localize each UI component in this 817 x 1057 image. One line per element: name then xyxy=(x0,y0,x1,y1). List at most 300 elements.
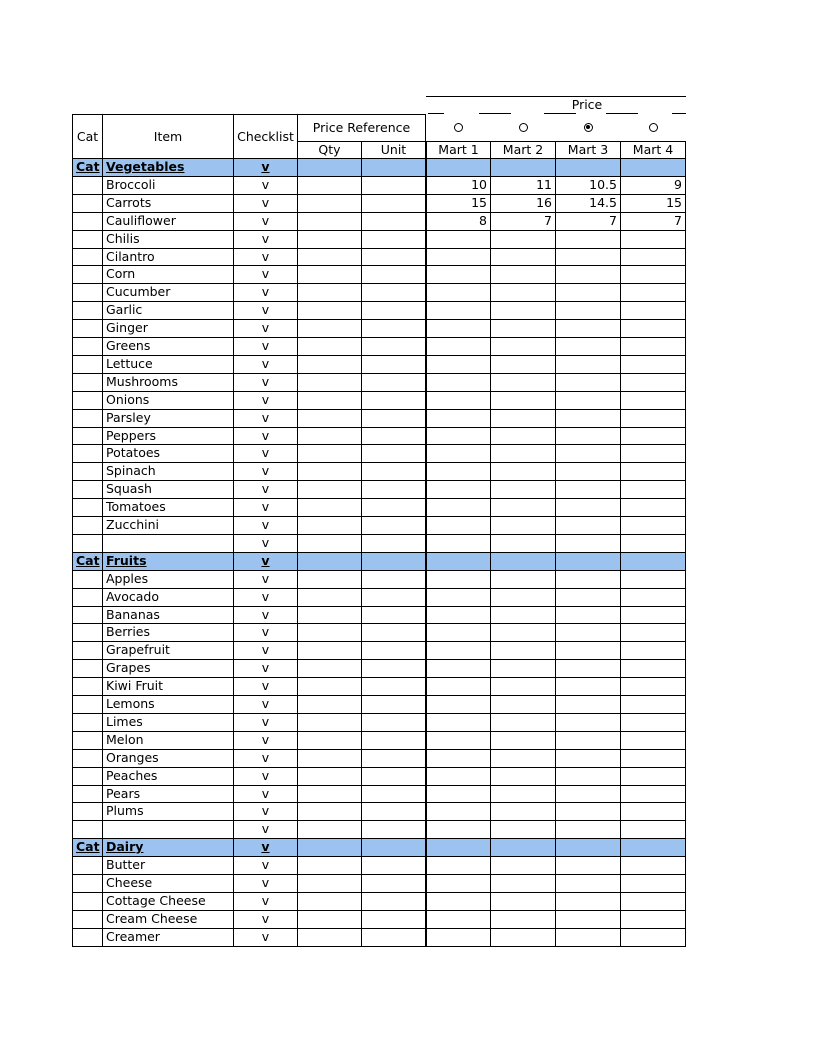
mart-1-price-cell[interactable] xyxy=(426,462,491,481)
mart-3-price-cell[interactable] xyxy=(555,820,621,839)
mart-2-price-cell[interactable] xyxy=(490,874,556,893)
category-cat-link[interactable]: Cat xyxy=(72,158,103,177)
qty-cell[interactable] xyxy=(297,534,362,553)
mart-1-price-cell[interactable]: 10 xyxy=(426,176,491,195)
mart-3-radio-icon[interactable] xyxy=(584,123,593,132)
mart-2-price-cell[interactable] xyxy=(490,301,556,320)
mart-3-price-cell[interactable] xyxy=(555,767,621,786)
checklist-mark[interactable]: v xyxy=(233,230,298,249)
mart-1-price-cell[interactable] xyxy=(426,516,491,535)
checklist-mark[interactable]: v xyxy=(233,427,298,445)
unit-cell[interactable] xyxy=(361,373,426,392)
unit-cell[interactable] xyxy=(361,283,426,302)
qty-cell[interactable] xyxy=(297,928,362,947)
qty-cell[interactable] xyxy=(297,480,362,499)
mart-2-price-cell[interactable] xyxy=(490,570,556,589)
qty-cell[interactable] xyxy=(297,606,362,624)
mart-4-price-cell[interactable] xyxy=(620,641,686,660)
unit-cell[interactable] xyxy=(361,230,426,249)
mart-4-price-cell[interactable] xyxy=(620,409,686,428)
mart-2-price-cell[interactable] xyxy=(490,749,556,768)
mart-2-price-cell[interactable] xyxy=(490,462,556,481)
item-name-cell[interactable]: Zucchini xyxy=(102,516,234,535)
item-name-cell[interactable]: Mushrooms xyxy=(102,373,234,392)
item-name-cell[interactable]: Potatoes xyxy=(102,444,234,463)
category-check-mark[interactable]: v xyxy=(233,838,298,857)
mart-1-radio-icon[interactable] xyxy=(454,123,463,132)
mart-2-price-cell[interactable] xyxy=(490,409,556,428)
mart-1-price-cell[interactable] xyxy=(426,731,491,750)
unit-cell[interactable] xyxy=(361,928,426,947)
category-cat-link[interactable]: Cat xyxy=(72,552,103,571)
item-name-cell[interactable] xyxy=(102,534,234,553)
qty-cell[interactable] xyxy=(297,444,362,463)
cat-cell[interactable] xyxy=(72,498,103,517)
unit-cell[interactable] xyxy=(361,391,426,410)
checklist-mark[interactable]: v xyxy=(233,910,298,929)
mart-3-price-cell[interactable]: 14.5 xyxy=(555,194,621,213)
item-name-cell[interactable]: Bananas xyxy=(102,606,234,624)
mart-4-price-cell[interactable] xyxy=(620,480,686,499)
qty-cell[interactable] xyxy=(297,588,362,607)
qty-cell[interactable] xyxy=(297,892,362,911)
mart-3-price-cell[interactable]: 7 xyxy=(555,212,621,231)
item-name-cell[interactable]: Tomatoes xyxy=(102,498,234,517)
mart-2-price-cell[interactable] xyxy=(490,534,556,553)
checklist-mark[interactable]: v xyxy=(233,319,298,338)
mart-1-price-cell[interactable] xyxy=(426,265,491,284)
item-name-cell[interactable]: Avocado xyxy=(102,588,234,607)
checklist-mark[interactable]: v xyxy=(233,462,298,481)
mart-4-radio-icon[interactable] xyxy=(649,123,658,132)
cat-cell[interactable] xyxy=(72,874,103,893)
mart-4-price-cell[interactable] xyxy=(620,248,686,266)
qty-cell[interactable] xyxy=(297,749,362,768)
cat-cell[interactable] xyxy=(72,337,103,356)
cat-cell[interactable] xyxy=(72,176,103,195)
mart-1-price-cell[interactable] xyxy=(426,856,491,875)
unit-cell[interactable] xyxy=(361,516,426,535)
mart-4-price-cell[interactable] xyxy=(620,301,686,320)
checklist-mark[interactable]: v xyxy=(233,623,298,642)
checklist-mark[interactable]: v xyxy=(233,248,298,266)
cat-cell[interactable] xyxy=(72,695,103,714)
unit-cell[interactable] xyxy=(361,731,426,750)
mart-3-price-cell[interactable] xyxy=(555,516,621,535)
mart-1-price-cell[interactable] xyxy=(426,874,491,893)
mart-4-price-cell[interactable] xyxy=(620,713,686,732)
cat-cell[interactable] xyxy=(72,355,103,374)
item-name-cell[interactable]: Melon xyxy=(102,731,234,750)
mart-3-price-cell[interactable] xyxy=(555,785,621,803)
cat-cell[interactable] xyxy=(72,570,103,589)
mart-4-price-cell[interactable] xyxy=(620,874,686,893)
mart-4-price-cell[interactable] xyxy=(620,373,686,392)
checklist-mark[interactable]: v xyxy=(233,498,298,517)
qty-cell[interactable] xyxy=(297,695,362,714)
mart-2-price-cell[interactable] xyxy=(490,928,556,947)
cat-cell[interactable] xyxy=(72,248,103,266)
cat-cell[interactable] xyxy=(72,713,103,732)
mart-3-price-cell[interactable] xyxy=(555,802,621,821)
mart-4-price-cell[interactable] xyxy=(620,928,686,947)
unit-cell[interactable] xyxy=(361,910,426,929)
mart-2-price-cell[interactable] xyxy=(490,731,556,750)
checklist-mark[interactable]: v xyxy=(233,802,298,821)
item-name-cell[interactable]: Carrots xyxy=(102,194,234,213)
mart-4-price-cell[interactable] xyxy=(620,767,686,786)
unit-cell[interactable] xyxy=(361,319,426,338)
checklist-mark[interactable]: v xyxy=(233,588,298,607)
checklist-mark[interactable]: v xyxy=(233,194,298,213)
mart-1-price-cell[interactable] xyxy=(426,409,491,428)
qty-cell[interactable] xyxy=(297,409,362,428)
checklist-mark[interactable]: v xyxy=(233,785,298,803)
mart-2-price-cell[interactable] xyxy=(490,391,556,410)
mart-1-price-cell[interactable]: 15 xyxy=(426,194,491,213)
qty-cell[interactable] xyxy=(297,785,362,803)
mart-3-price-cell[interactable] xyxy=(555,355,621,374)
unit-cell[interactable] xyxy=(361,874,426,893)
qty-cell[interactable] xyxy=(297,731,362,750)
mart-3-price-cell[interactable] xyxy=(555,659,621,678)
checklist-mark[interactable]: v xyxy=(233,212,298,231)
cat-cell[interactable] xyxy=(72,319,103,338)
item-name-cell[interactable]: Plums xyxy=(102,802,234,821)
mart-1-price-cell[interactable] xyxy=(426,928,491,947)
mart-1-price-cell[interactable] xyxy=(426,588,491,607)
item-name-cell[interactable]: Grapefruit xyxy=(102,641,234,660)
checklist-mark[interactable]: v xyxy=(233,283,298,302)
checklist-mark[interactable]: v xyxy=(233,713,298,732)
unit-cell[interactable] xyxy=(361,265,426,284)
mart-3-price-cell[interactable] xyxy=(555,623,621,642)
unit-cell[interactable] xyxy=(361,767,426,786)
item-name-cell[interactable]: Chilis xyxy=(102,230,234,249)
cat-cell[interactable] xyxy=(72,641,103,660)
cat-cell[interactable] xyxy=(72,516,103,535)
cat-cell[interactable] xyxy=(72,373,103,392)
mart-3-price-cell[interactable] xyxy=(555,427,621,445)
mart-4-price-cell[interactable] xyxy=(620,892,686,911)
unit-cell[interactable] xyxy=(361,301,426,320)
checklist-mark[interactable]: v xyxy=(233,677,298,696)
unit-cell[interactable] xyxy=(361,570,426,589)
mart-4-price-cell[interactable] xyxy=(620,731,686,750)
mart-2-price-cell[interactable] xyxy=(490,856,556,875)
checklist-mark[interactable]: v xyxy=(233,641,298,660)
category-title-fruits[interactable]: Fruits xyxy=(102,552,234,571)
mart-2-radio-cell[interactable] xyxy=(490,117,556,137)
mart-2-price-cell[interactable] xyxy=(490,677,556,696)
cat-cell[interactable] xyxy=(72,588,103,607)
mart-4-price-cell[interactable] xyxy=(620,910,686,929)
mart-3-price-cell[interactable] xyxy=(555,856,621,875)
mart-3-price-cell[interactable]: 10.5 xyxy=(555,176,621,195)
mart-3-price-cell[interactable] xyxy=(555,731,621,750)
mart-2-price-cell[interactable] xyxy=(490,319,556,338)
mart-2-price-cell[interactable] xyxy=(490,695,556,714)
mart-2-price-cell[interactable]: 7 xyxy=(490,212,556,231)
mart-2-price-cell[interactable] xyxy=(490,498,556,517)
cat-cell[interactable] xyxy=(72,444,103,463)
mart-4-price-cell[interactable] xyxy=(620,856,686,875)
mart-3-price-cell[interactable] xyxy=(555,409,621,428)
unit-cell[interactable] xyxy=(361,856,426,875)
mart-3-price-cell[interactable] xyxy=(555,319,621,338)
mart-2-price-cell[interactable] xyxy=(490,444,556,463)
mart-4-price-cell[interactable]: 15 xyxy=(620,194,686,213)
mart-4-price-cell[interactable] xyxy=(620,516,686,535)
item-name-cell[interactable]: Peppers xyxy=(102,427,234,445)
mart-2-price-cell[interactable] xyxy=(490,820,556,839)
mart-1-price-cell[interactable] xyxy=(426,248,491,266)
checklist-mark[interactable]: v xyxy=(233,731,298,750)
unit-cell[interactable] xyxy=(361,695,426,714)
mart-3-price-cell[interactable] xyxy=(555,606,621,624)
qty-cell[interactable] xyxy=(297,767,362,786)
item-name-cell[interactable]: Spinach xyxy=(102,462,234,481)
mart-3-price-cell[interactable] xyxy=(555,892,621,911)
item-name-cell[interactable]: Oranges xyxy=(102,749,234,768)
mart-4-price-cell[interactable] xyxy=(620,695,686,714)
unit-cell[interactable] xyxy=(361,820,426,839)
unit-cell[interactable] xyxy=(361,409,426,428)
mart-3-price-cell[interactable] xyxy=(555,462,621,481)
checklist-mark[interactable]: v xyxy=(233,480,298,499)
qty-cell[interactable] xyxy=(297,212,362,231)
mart-3-radio-cell[interactable] xyxy=(555,117,621,137)
mart-4-price-cell[interactable] xyxy=(620,820,686,839)
cat-cell[interactable] xyxy=(72,820,103,839)
item-name-cell[interactable]: Peaches xyxy=(102,767,234,786)
checklist-mark[interactable]: v xyxy=(233,534,298,553)
mart-2-price-cell[interactable] xyxy=(490,606,556,624)
unit-cell[interactable] xyxy=(361,337,426,356)
mart-1-price-cell[interactable] xyxy=(426,355,491,374)
qty-cell[interactable] xyxy=(297,856,362,875)
mart-1-price-cell[interactable] xyxy=(426,606,491,624)
mart-4-price-cell[interactable] xyxy=(620,570,686,589)
checklist-mark[interactable]: v xyxy=(233,659,298,678)
cat-cell[interactable] xyxy=(72,749,103,768)
item-name-cell[interactable]: Limes xyxy=(102,713,234,732)
mart-2-radio-icon[interactable] xyxy=(519,123,528,132)
unit-cell[interactable] xyxy=(361,194,426,213)
mart-2-price-cell[interactable] xyxy=(490,427,556,445)
unit-cell[interactable] xyxy=(361,498,426,517)
cat-cell[interactable] xyxy=(72,856,103,875)
unit-cell[interactable] xyxy=(361,462,426,481)
cat-cell[interactable] xyxy=(72,194,103,213)
mart-2-price-cell[interactable]: 16 xyxy=(490,194,556,213)
item-name-cell[interactable]: Berries xyxy=(102,623,234,642)
mart-4-price-cell[interactable] xyxy=(620,498,686,517)
mart-1-price-cell[interactable] xyxy=(426,695,491,714)
checklist-mark[interactable]: v xyxy=(233,265,298,284)
mart-3-price-cell[interactable] xyxy=(555,534,621,553)
unit-cell[interactable] xyxy=(361,641,426,660)
qty-cell[interactable] xyxy=(297,802,362,821)
mart-1-price-cell[interactable] xyxy=(426,749,491,768)
cat-cell[interactable] xyxy=(72,230,103,249)
mart-2-price-cell[interactable] xyxy=(490,480,556,499)
unit-cell[interactable] xyxy=(361,248,426,266)
item-name-cell[interactable]: Parsley xyxy=(102,409,234,428)
item-name-cell[interactable]: Butter xyxy=(102,856,234,875)
mart-1-price-cell[interactable] xyxy=(426,319,491,338)
unit-cell[interactable] xyxy=(361,212,426,231)
mart-3-price-cell[interactable] xyxy=(555,301,621,320)
mart-3-price-cell[interactable] xyxy=(555,713,621,732)
mart-1-price-cell[interactable] xyxy=(426,373,491,392)
mart-2-price-cell[interactable] xyxy=(490,767,556,786)
unit-cell[interactable] xyxy=(361,534,426,553)
mart-2-price-cell[interactable] xyxy=(490,713,556,732)
mart-1-price-cell[interactable] xyxy=(426,677,491,696)
checklist-mark[interactable]: v xyxy=(233,516,298,535)
mart-4-price-cell[interactable] xyxy=(620,534,686,553)
unit-cell[interactable] xyxy=(361,606,426,624)
qty-cell[interactable] xyxy=(297,283,362,302)
mart-3-price-cell[interactable] xyxy=(555,695,621,714)
mart-2-price-cell[interactable] xyxy=(490,283,556,302)
item-name-cell[interactable]: Pears xyxy=(102,785,234,803)
mart-4-price-cell[interactable] xyxy=(620,802,686,821)
item-name-cell[interactable] xyxy=(102,820,234,839)
cat-cell[interactable] xyxy=(72,677,103,696)
cat-cell[interactable] xyxy=(72,802,103,821)
cat-cell[interactable] xyxy=(72,212,103,231)
mart-3-price-cell[interactable] xyxy=(555,283,621,302)
qty-cell[interactable] xyxy=(297,874,362,893)
checklist-mark[interactable]: v xyxy=(233,373,298,392)
mart-3-price-cell[interactable] xyxy=(555,498,621,517)
qty-cell[interactable] xyxy=(297,677,362,696)
cat-cell[interactable] xyxy=(72,659,103,678)
checklist-mark[interactable]: v xyxy=(233,176,298,195)
mart-4-price-cell[interactable] xyxy=(620,623,686,642)
mart-4-price-cell[interactable] xyxy=(620,749,686,768)
category-check-mark[interactable]: v xyxy=(233,552,298,571)
mart-3-price-cell[interactable] xyxy=(555,373,621,392)
qty-cell[interactable] xyxy=(297,373,362,392)
mart-2-price-cell[interactable]: 11 xyxy=(490,176,556,195)
checklist-mark[interactable]: v xyxy=(233,606,298,624)
mart-1-price-cell[interactable] xyxy=(426,767,491,786)
unit-cell[interactable] xyxy=(361,785,426,803)
mart-4-radio-cell[interactable] xyxy=(620,117,686,137)
category-title-vegetables[interactable]: Vegetables xyxy=(102,158,234,177)
qty-cell[interactable] xyxy=(297,391,362,410)
qty-cell[interactable] xyxy=(297,462,362,481)
qty-cell[interactable] xyxy=(297,570,362,589)
cat-cell[interactable] xyxy=(72,409,103,428)
mart-2-price-cell[interactable] xyxy=(490,248,556,266)
category-check-mark[interactable]: v xyxy=(233,158,298,177)
category-title-dairy[interactable]: Dairy xyxy=(102,838,234,857)
cat-cell[interactable] xyxy=(72,731,103,750)
mart-3-price-cell[interactable] xyxy=(555,480,621,499)
mart-1-price-cell[interactable] xyxy=(426,802,491,821)
item-name-cell[interactable]: Grapes xyxy=(102,659,234,678)
mart-2-price-cell[interactable] xyxy=(490,230,556,249)
cat-cell[interactable] xyxy=(72,265,103,284)
mart-1-price-cell[interactable] xyxy=(426,623,491,642)
item-name-cell[interactable]: Squash xyxy=(102,480,234,499)
cat-cell[interactable] xyxy=(72,283,103,302)
mart-2-price-cell[interactable] xyxy=(490,892,556,911)
unit-cell[interactable] xyxy=(361,355,426,374)
item-name-cell[interactable]: Ginger xyxy=(102,319,234,338)
mart-3-price-cell[interactable] xyxy=(555,230,621,249)
qty-cell[interactable] xyxy=(297,301,362,320)
mart-3-price-cell[interactable] xyxy=(555,641,621,660)
mart-2-price-cell[interactable] xyxy=(490,373,556,392)
qty-cell[interactable] xyxy=(297,623,362,642)
checklist-mark[interactable]: v xyxy=(233,820,298,839)
mart-1-price-cell[interactable] xyxy=(426,301,491,320)
mart-3-price-cell[interactable] xyxy=(555,444,621,463)
item-name-cell[interactable]: Cilantro xyxy=(102,248,234,266)
qty-cell[interactable] xyxy=(297,713,362,732)
item-name-cell[interactable]: Cream Cheese xyxy=(102,910,234,929)
unit-cell[interactable] xyxy=(361,749,426,768)
mart-1-price-cell[interactable] xyxy=(426,785,491,803)
cat-cell[interactable] xyxy=(72,623,103,642)
item-name-cell[interactable]: Cheese xyxy=(102,874,234,893)
item-name-cell[interactable]: Cauliflower xyxy=(102,212,234,231)
mart-1-price-cell[interactable] xyxy=(426,820,491,839)
checklist-mark[interactable]: v xyxy=(233,856,298,875)
cat-cell[interactable] xyxy=(72,462,103,481)
mart-2-price-cell[interactable] xyxy=(490,623,556,642)
mart-3-price-cell[interactable] xyxy=(555,588,621,607)
mart-4-price-cell[interactable] xyxy=(620,391,686,410)
qty-cell[interactable] xyxy=(297,498,362,517)
mart-4-price-cell[interactable]: 7 xyxy=(620,212,686,231)
checklist-mark[interactable]: v xyxy=(233,301,298,320)
mart-3-price-cell[interactable] xyxy=(555,749,621,768)
qty-cell[interactable] xyxy=(297,641,362,660)
checklist-mark[interactable]: v xyxy=(233,928,298,947)
mart-2-price-cell[interactable] xyxy=(490,785,556,803)
qty-cell[interactable] xyxy=(297,230,362,249)
mart-4-price-cell[interactable] xyxy=(620,785,686,803)
mart-2-price-cell[interactable] xyxy=(490,337,556,356)
cat-cell[interactable] xyxy=(72,928,103,947)
mart-3-price-cell[interactable] xyxy=(555,265,621,284)
mart-2-price-cell[interactable] xyxy=(490,355,556,374)
item-name-cell[interactable]: Lemons xyxy=(102,695,234,714)
checklist-mark[interactable]: v xyxy=(233,570,298,589)
cat-cell[interactable] xyxy=(72,534,103,553)
mart-1-price-cell[interactable] xyxy=(426,337,491,356)
item-name-cell[interactable]: Greens xyxy=(102,337,234,356)
item-name-cell[interactable]: Onions xyxy=(102,391,234,410)
mart-1-price-cell[interactable] xyxy=(426,230,491,249)
mart-4-price-cell[interactable]: 9 xyxy=(620,176,686,195)
mart-2-price-cell[interactable] xyxy=(490,910,556,929)
cat-cell[interactable] xyxy=(72,391,103,410)
qty-cell[interactable] xyxy=(297,820,362,839)
checklist-mark[interactable]: v xyxy=(233,749,298,768)
unit-cell[interactable] xyxy=(361,892,426,911)
mart-1-price-cell[interactable] xyxy=(426,427,491,445)
checklist-mark[interactable]: v xyxy=(233,892,298,911)
mart-2-price-cell[interactable] xyxy=(490,516,556,535)
item-name-cell[interactable]: Corn xyxy=(102,265,234,284)
